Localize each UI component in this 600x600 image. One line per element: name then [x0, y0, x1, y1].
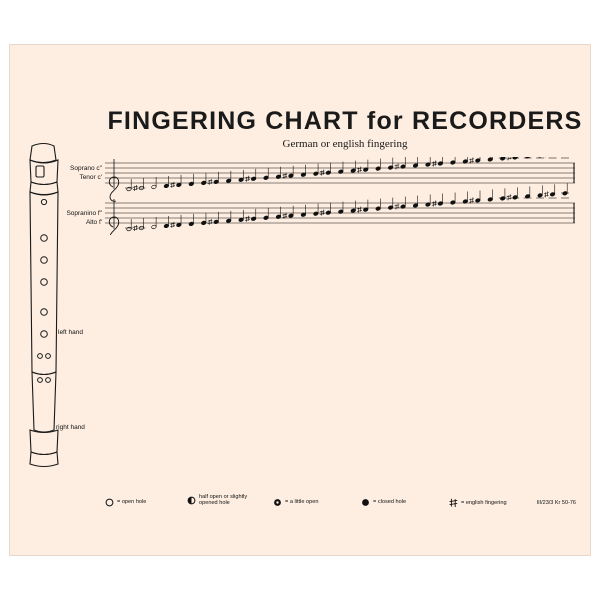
legend-label-half: half open or slightly opened hole: [199, 494, 248, 507]
legend-item-little: [273, 498, 318, 507]
staff-label-soprano: Soprano c": [70, 165, 102, 172]
chart-sheet: [10, 45, 590, 555]
fingering-grid: [105, 241, 575, 486]
staff-label-tenor: Tenor c': [79, 174, 102, 181]
legend: [105, 490, 575, 516]
half-open-hole-icon: [187, 496, 196, 505]
staff-label-alto: Alto f': [85, 219, 102, 226]
catalog-code: III/23/3 Kr 50-76: [536, 500, 576, 506]
legend-label-english: = english fingering: [461, 499, 507, 506]
closed-hole-icon: [361, 498, 370, 507]
legend-item-open: [105, 498, 146, 507]
legend-item-closed: [361, 498, 406, 507]
legend-label-closed: = closed hole: [373, 499, 407, 506]
page-subtitle: German or english fingering: [282, 138, 408, 150]
recorder-illustration: [18, 140, 70, 470]
open-hole-icon: [105, 498, 114, 507]
left-hand-label: left hand: [58, 329, 83, 336]
little-open-hole-icon: [273, 498, 282, 507]
right-hand-label: right hand: [56, 424, 85, 431]
legend-item-half: [187, 494, 257, 506]
legend-label-open: = open hole: [117, 499, 147, 506]
page-title: FINGERING CHART for RECORDERS: [107, 107, 583, 135]
staff-label-sopranino: Sopranino f": [66, 210, 102, 217]
legend-item-english: [449, 498, 507, 508]
legend-label-little: = a little open: [285, 499, 319, 506]
music-staves: [105, 157, 575, 235]
english-fingering-icon: [449, 498, 458, 508]
